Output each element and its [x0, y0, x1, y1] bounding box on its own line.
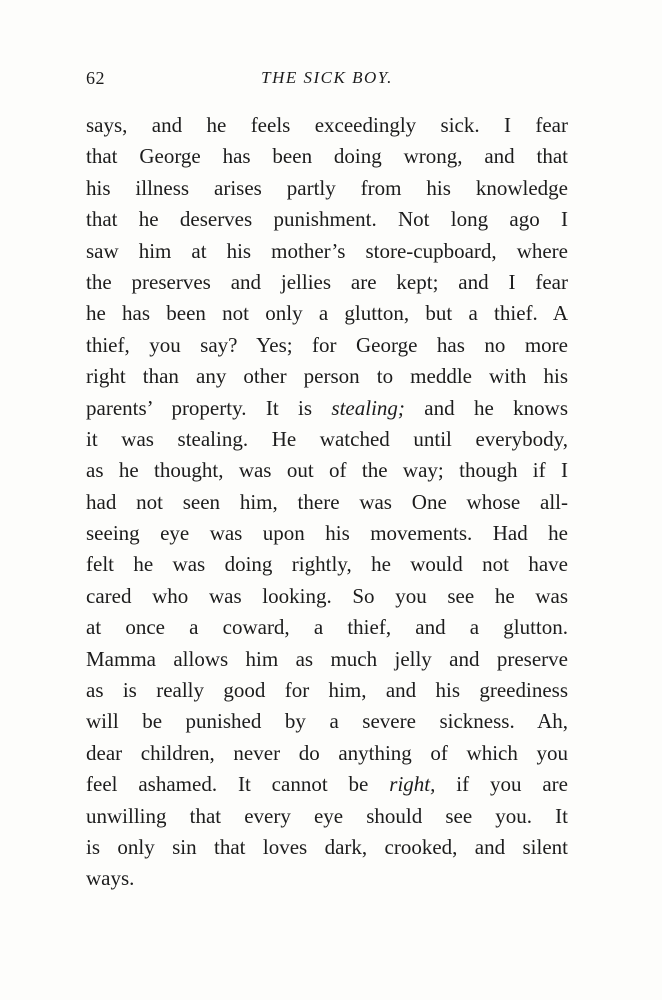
text-line: thief, you say? Yes; for George has no more: [86, 332, 568, 357]
text-line: his illness arises partly from his knowledge: [86, 175, 568, 200]
text-line: unwilling that every eye should see you. It: [86, 803, 568, 828]
text-line: that he deserves punishment. Not long ago I: [86, 207, 568, 232]
text-line: ways.: [86, 866, 135, 891]
text-segment: if you are: [456, 772, 568, 797]
italic-emphasis: stealing;: [331, 395, 405, 420]
text-line: is only sin that loves dark, crooked, and silent: [86, 834, 568, 859]
text-segment: feel ashamed. It cannot be: [86, 772, 369, 797]
text-line: at once a coward, a thief, and a glutton.: [86, 615, 568, 640]
page-header: [86, 66, 568, 94]
text-line: the preserves and jellies are kept; and I fear: [86, 269, 568, 294]
text-line: [86, 393, 568, 424]
text-line: cared who was looking. So you see he was: [86, 583, 568, 608]
text-line: felt he was doing rightly, he would not have: [86, 552, 568, 577]
text-line: he has been not only a glutton, but a thief. A: [86, 301, 568, 326]
text-segment: parents’ property. It is: [86, 395, 313, 420]
text-line: [86, 769, 568, 800]
text-line: says, and he feels exceedingly sick. I fear: [86, 113, 568, 137]
text-line: that George has been doing wrong, and that: [86, 144, 568, 169]
running-title: THE SICK BOY.: [261, 68, 393, 87]
text-line: as he thought, was out of the way; though if I: [86, 458, 568, 483]
text-line: as is really good for him, and his greediness: [86, 678, 568, 703]
text-line: seeing eye was upon his movements. Had he: [86, 521, 568, 546]
page-number: 62: [86, 68, 105, 88]
text-segment: and he knows: [424, 395, 569, 420]
text-line: saw him at his mother’s store-cupboard, where: [86, 238, 568, 263]
text-line: will be punished by a severe sickness. Ah,: [86, 709, 568, 734]
body-text: [86, 110, 568, 895]
text-line: had not seen him, there was One whose all-: [86, 489, 568, 514]
italic-emphasis: right,: [389, 772, 436, 797]
text-line: right than any other person to meddle with his: [86, 364, 568, 389]
text-line: Mamma allows him as much jelly and preserve: [86, 646, 568, 671]
text-line: dear children, never do anything of which you: [86, 740, 568, 765]
text-line: it was stealing. He watched until everybody,: [86, 426, 568, 451]
